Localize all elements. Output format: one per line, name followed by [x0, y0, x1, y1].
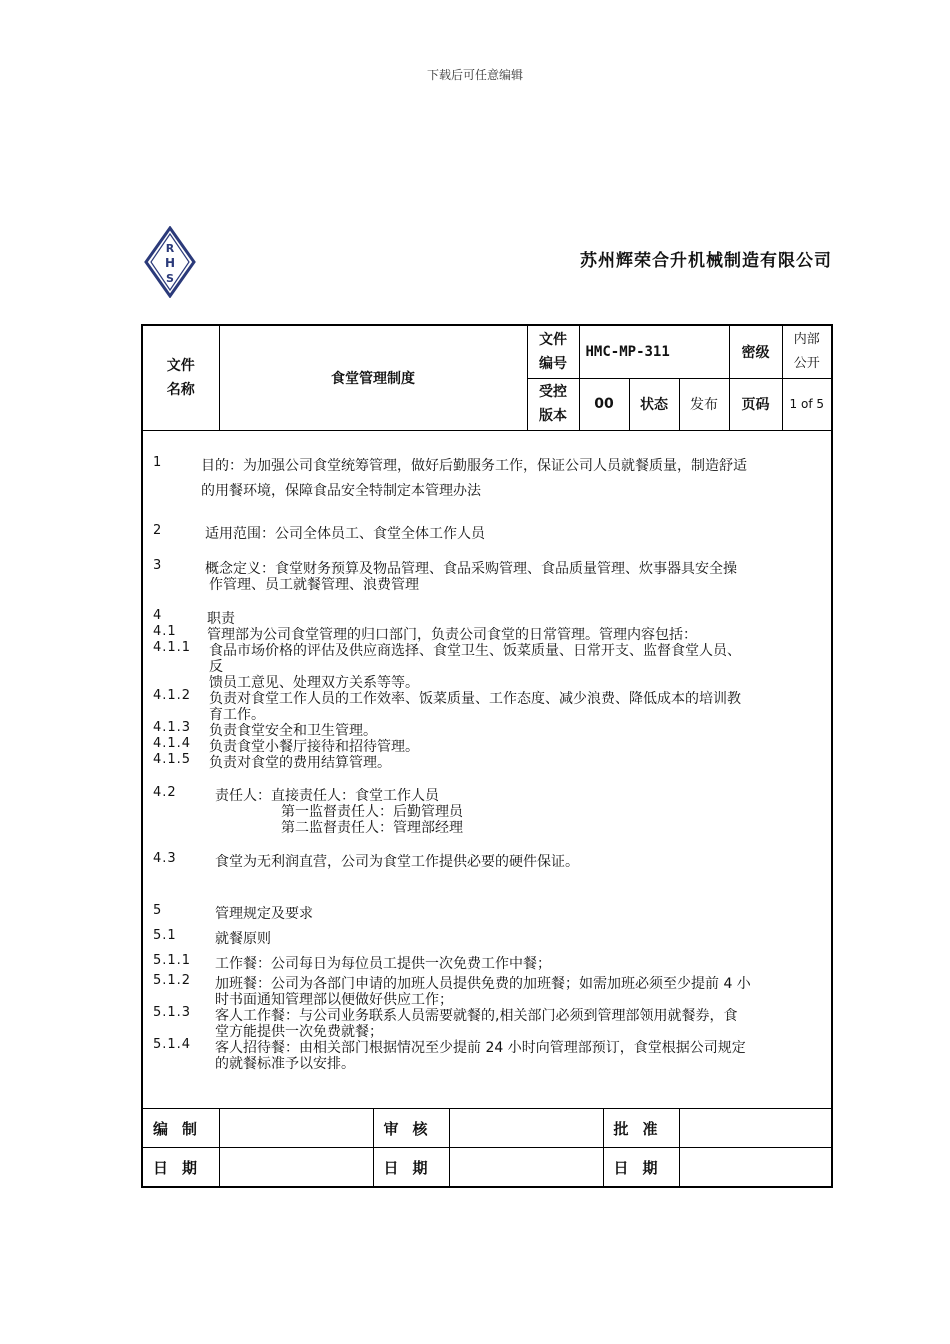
review-date-field[interactable]	[449, 1148, 603, 1187]
document-body	[143, 430, 831, 1111]
dining-item-text-cont: 时书面通知管理部以便做好供应工作；	[215, 992, 453, 1008]
operation-text: 食堂为无利润直营，公司为食堂工作提供必要的硬件保证。	[215, 854, 579, 870]
definition-text-cont: 作管理、员工就餐管理、浪费管理	[209, 577, 419, 593]
section-number: 5.1.4	[153, 1037, 192, 1052]
section-number: 5.1.3	[153, 1005, 192, 1020]
doc-name-label	[143, 326, 219, 430]
purpose-text-cont: 的用餐环境，保障食品安全特制定本管理办法	[201, 483, 481, 499]
duty-item-text-cont: 馈员工意见、处理双方关系等等。	[209, 675, 419, 691]
version-label-1: 受控	[539, 384, 567, 400]
purpose-text: 目的：为加强公司食堂统筹管理，做好后勤服务工作，保证公司人员就餐质量，制造舒适	[201, 458, 747, 474]
section-number: 4	[153, 608, 163, 623]
signoff-table	[143, 1108, 831, 1186]
secrecy-value-1: 内部	[793, 331, 820, 347]
prepare-date-label: 日期	[143, 1148, 219, 1187]
section-number: 2	[153, 523, 163, 538]
section-number: 5.1.2	[153, 973, 192, 988]
review-field[interactable]	[449, 1109, 603, 1148]
file-no-label-2: 编号	[539, 355, 567, 372]
scope-text: 适用范围：公司全体员工、食堂全体工作人员	[205, 526, 485, 542]
duty-item-text: 食品市场价格的评估及供应商选择、食堂卫生、饭菜质量、日常开支、监督食堂人员、	[209, 643, 741, 659]
duty-item-text-cont: 育工作。	[209, 707, 265, 723]
section-number: 4.1.2	[153, 688, 192, 703]
version-label	[527, 378, 579, 430]
approve-field[interactable]	[679, 1109, 831, 1148]
company-logo	[144, 226, 196, 298]
version-label-2: 版本	[539, 408, 567, 424]
responsible-text-cont: 第二监督责任人：管理部经理	[281, 820, 463, 836]
file-no-label	[527, 326, 579, 378]
document-frame	[141, 324, 833, 1188]
dining-item-text: 工作餐：公司每日为每位员工提供一次免费工作中餐；	[215, 956, 551, 972]
duty-item-text-cont: 反	[209, 659, 223, 675]
approve-label: 批准	[603, 1109, 679, 1148]
duty-item-text: 负责食堂安全和卫生管理。	[209, 723, 377, 739]
approve-date-label: 日期	[603, 1148, 679, 1187]
logo-letter-h: H	[164, 256, 176, 270]
section-number: 4.2	[153, 785, 177, 800]
duty-item-text: 负责对食堂的费用结算管理。	[209, 755, 391, 771]
section-number: 5.1.1	[153, 953, 192, 968]
responsible-text-cont: 第一监督责任人：后勤管理员	[281, 804, 463, 820]
page-value: 1 of 5	[782, 378, 831, 430]
file-no-value: HMC-MP-311	[579, 326, 729, 378]
duty-text: 管理部为公司食堂管理的归口部门，负责公司食堂的日常管理。管理内容包括：	[207, 627, 697, 643]
dining-item-text: 客人招待餐：由相关部门根据情况至少提前 24 小时向管理部预订，食堂根据公司规定	[215, 1040, 746, 1056]
status-label: 状态	[629, 378, 679, 430]
responsible-text: 责任人：直接责任人：食堂工作人员	[215, 788, 439, 804]
section-number: 4.1.5	[153, 752, 192, 767]
file-no-label-1: 文件	[539, 331, 567, 348]
doc-title: 食堂管理制度	[219, 326, 527, 430]
version-value: 00	[579, 378, 629, 430]
section-number: 5	[153, 903, 163, 918]
secrecy-value-2: 公开	[793, 355, 820, 371]
section-number: 4.1.4	[153, 736, 192, 751]
logo-letter-r: R	[165, 242, 175, 255]
doc-name-label-1: 文件	[166, 357, 195, 374]
prepare-date-field[interactable]	[219, 1148, 373, 1187]
duty-item-text: 负责食堂小餐厅接待和招待管理。	[209, 739, 419, 755]
logo-letter-s: S	[166, 272, 174, 285]
review-label: 审核	[373, 1109, 449, 1148]
section-number: 4.1.1	[153, 640, 192, 655]
review-date-label: 日期	[373, 1148, 449, 1187]
prepare-label: 编制	[143, 1109, 219, 1148]
dining-heading: 就餐原则	[215, 931, 271, 947]
company-name: 苏州辉荣合升机械制造有限公司	[580, 251, 832, 271]
document-header-table	[143, 326, 831, 431]
definition-text: 概念定义：食堂财务预算及物品管理、食品采购管理、食品质量管理、炊事器具安全操	[205, 561, 737, 577]
section-number: 4.3	[153, 851, 177, 866]
page-label: 页码	[729, 378, 782, 430]
doc-name-label-2: 名称	[166, 381, 195, 398]
section-number: 4.1	[153, 624, 177, 639]
secrecy-label: 密级	[729, 326, 782, 378]
section-number: 3	[153, 558, 163, 573]
section-number: 5.1	[153, 928, 177, 943]
section-number: 1	[153, 455, 163, 470]
status-value: 发布	[679, 378, 729, 430]
dining-item-text-cont: 的就餐标准予以安排。	[215, 1056, 355, 1072]
duty-item-text: 负责对食堂工作人员的工作效率、饭菜质量、工作态度、减少浪费、降低成本的培训教	[209, 691, 741, 707]
dining-item-text-cont: 堂方能提供一次免费就餐；	[215, 1024, 383, 1040]
dining-item-text: 客人工作餐：与公司业务联系人员需要就餐的,相关部门必须到管理部领用就餐券，食	[215, 1008, 738, 1024]
section-number: 4.1.3	[153, 720, 192, 735]
approve-date-field[interactable]	[679, 1148, 831, 1187]
rules-heading: 管理规定及要求	[215, 906, 313, 922]
duty-heading: 职责	[207, 611, 235, 627]
top-note: 下载后可任意编辑	[426, 68, 523, 82]
secrecy-value	[782, 326, 831, 378]
dining-item-text: 加班餐：公司为各部门申请的加班人员提供免费的加班餐；如需加班必须至少提前 4 小	[215, 976, 751, 992]
prepare-field[interactable]	[219, 1109, 373, 1148]
